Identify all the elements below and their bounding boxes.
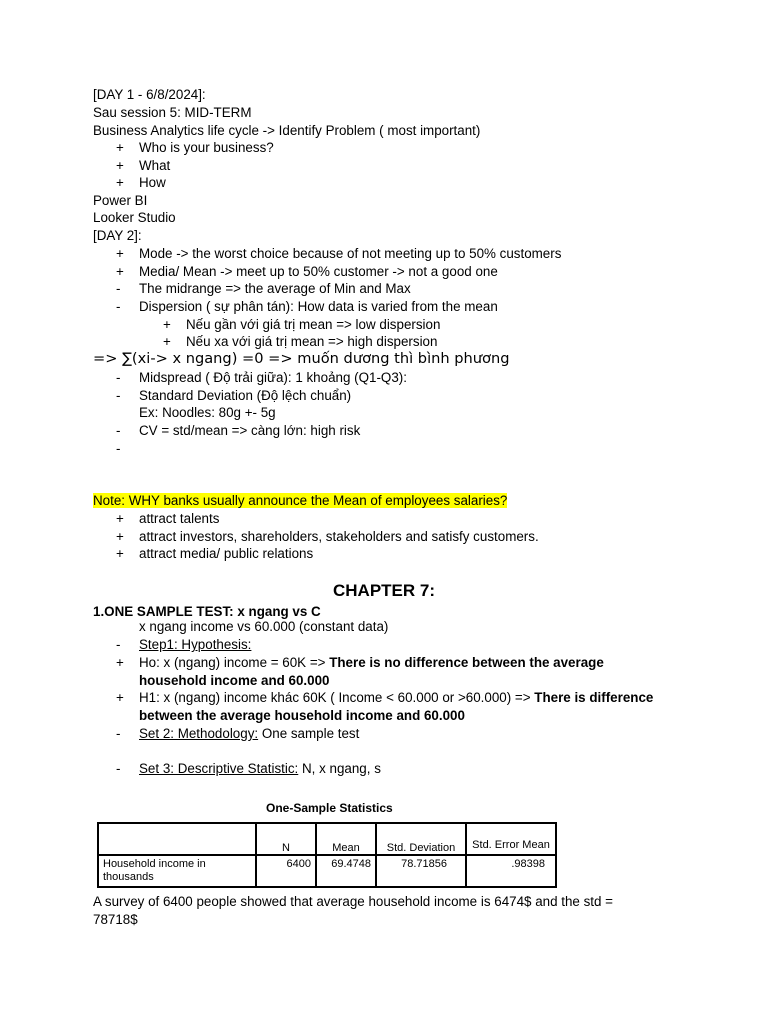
chapter-title: CHAPTER 7: <box>332 581 435 600</box>
note-question: Note: WHY banks usually announce the Mean of employees salaries? <box>93 493 508 508</box>
dispersion-item: Dispersion ( sự phân tán): How data is varied from the mean <box>139 299 498 314</box>
tool-line: Looker Studio <box>93 210 176 225</box>
plus-marker: + <box>116 511 124 526</box>
day1-item: What <box>139 158 171 173</box>
tool-line: Power BI <box>93 193 148 208</box>
dash-marker: - <box>116 299 121 314</box>
header-cell: Mean <box>316 823 376 855</box>
cell-std-error-mean: .98398 <box>466 855 556 887</box>
cv-item: CV = std/mean => càng lớn: high risk <box>139 423 361 438</box>
plus-marker: + <box>163 334 171 349</box>
plus-marker: + <box>116 175 124 190</box>
cell-mean: 69.4748 <box>316 855 376 887</box>
row-label: Household income in thousands <box>98 855 256 887</box>
plus-marker: + <box>116 546 124 561</box>
sum-note: => ∑(xi-> x ngang) =0 => muốn dương thì bình phương <box>93 350 510 367</box>
note-answer: attract talents <box>139 511 220 526</box>
plus-marker: + <box>116 264 124 279</box>
dash-marker: - <box>116 637 121 652</box>
table-row <box>98 855 556 887</box>
plus-marker: + <box>116 140 124 155</box>
one-sample-statistics-table <box>97 822 557 888</box>
plus-marker: + <box>163 317 171 332</box>
header-cell: Std. Error Mean <box>466 823 556 855</box>
step2-line: Set 2: Methodology: One sample test <box>139 726 360 741</box>
header-cell <box>98 823 256 855</box>
lifecycle-line: Business Analytics life cycle -> Identify Problem ( most important) <box>93 123 481 138</box>
session-line: Sau session 5: MID-TERM <box>93 105 252 120</box>
plus-marker: + <box>116 655 124 670</box>
midrange-item: The midrange => the average of Min and Max <box>139 281 411 296</box>
mode-item: Mode -> the worst choice because of not meeting up to 50% customers <box>139 246 562 261</box>
header-cell: N <box>256 823 316 855</box>
dash-marker: - <box>116 370 121 385</box>
h0-hypothesis: Ho: x (ngang) income = 60K => There is no difference between the average household income and 60.000 <box>139 655 604 688</box>
section-heading: 1.ONE SAMPLE TEST: x ngang vs C <box>93 604 321 619</box>
survey-text: A survey of 6400 people showed that average household income is 6474$ and the std = 78718$ <box>93 894 613 927</box>
dash-marker: - <box>116 761 121 776</box>
dash-marker: - <box>116 726 121 741</box>
cell-n: 6400 <box>256 855 316 887</box>
dash-marker: - <box>116 281 121 296</box>
header-cell: Std. Deviation <box>376 823 466 855</box>
dash-marker: - <box>116 423 121 438</box>
day1-item: How <box>139 175 166 190</box>
near-item: Nếu gần với giá trị mean => low dispersion <box>186 317 441 332</box>
day1-item: Who is your business? <box>139 140 274 155</box>
std-item: Standard Deviation (Độ lệch chuẩn) <box>139 388 352 403</box>
section-subtitle: x ngang income vs 60.000 (constant data) <box>139 619 389 634</box>
dash-marker: - <box>116 441 121 456</box>
table-title: One-Sample Statistics <box>266 801 393 815</box>
dash-marker: - <box>116 388 121 403</box>
step3-line: Set 3: Descriptive Statistic: N, x ngang, s <box>139 761 381 776</box>
note-answer: attract media/ public relations <box>139 546 314 561</box>
far-item: Nếu xa với giá trị mean => high dispersion <box>186 334 438 349</box>
table-header-row <box>98 823 556 855</box>
midspread-item: Midspread ( Độ trải giữa): 1 khoảng (Q1-Q3): <box>139 370 407 385</box>
h1-hypothesis: H1: x (ngang) income khác 60K ( Income < 60.000 or >60.000) => There is difference between the average household income and 60.000 <box>139 690 654 723</box>
plus-marker: + <box>116 246 124 261</box>
cell-std-deviation: 78.71856 <box>376 855 466 887</box>
media-item: Media/ Mean -> meet up to 50% customer -> not a good one <box>139 264 498 279</box>
day1-heading: [DAY 1 - 6/8/2024]: <box>93 87 206 102</box>
plus-marker: + <box>116 529 124 544</box>
plus-marker: + <box>116 690 124 705</box>
step1-label: Step1: Hypothesis: <box>139 637 252 652</box>
example-line: Ex: Noodles: 80g +- 5g <box>139 405 276 420</box>
plus-marker: + <box>116 158 124 173</box>
day2-heading: [DAY 2]: <box>93 228 142 243</box>
note-answer: attract investors, shareholders, stakeholders and satisfy customers. <box>139 529 539 544</box>
